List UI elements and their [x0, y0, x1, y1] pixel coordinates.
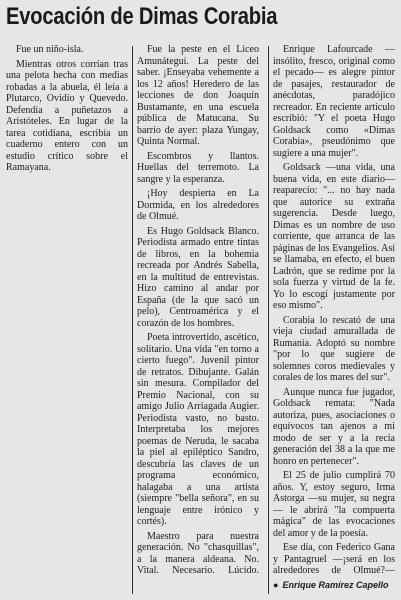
article-paragraph: Goldsack —una vida, una buena vida, en este diario— reaparecío: "... no hay nada que autorice su extraña sugerencia. Desde luego, Dimas es un nombre de uso corriente, que arranca de las páginas de los Evangelios. Así se llamaba, en efecto, el buen Ladrón, que se redime por la sola fuerza y virtud de la fe. Yo lo escogí justamente por eso mismo". — [273, 162, 395, 311]
article-paragraph: ¡Hoy despierta en La Dormida, en los alrededores de Olmué. — [137, 188, 259, 222]
article-paragraph: Ese día, con Federico Gana y Pantagruel —¡será en los alrededores de Olmué?— — [273, 542, 395, 574]
article-paragraph: Corabia lo rescató de una vieja ciudad amurallada de Rumania. Adoptó su nombre "por lo que sugiere de solemnes coros medievales y corales de los mares del sur". — [273, 314, 395, 383]
column-divider — [132, 46, 133, 594]
article-paragraph: Mientras otros corrían tras una pelota hecha con medias robadas a la abuela, él leía a Plutarco, Ovidio y Quevedo. Defendía a puñetazos a Aristóteles. En lugar de la tarea cotidiana, escribía un cuaderno entero con un estudio crítico sobre el Ramayana. — [6, 58, 128, 173]
bullet-icon: ● — [273, 580, 279, 590]
author-name: Enrique Ramírez Capello — [282, 580, 389, 590]
article-paragraph: Poeta introvertido, ascético, solitario. Una vida "en torno a cierto fuego". Juvenil pintor de retratos. Dibujante. Galán sin mesura. Compilador del Premio Nacional, con su amigo Julio Arriagada Augier. Periodista vasto, no basto. Interpretaba los mejores poemas de Neruda, le sacaba la piel al epiléptico Sandro, descubría las claves de un programa económico, halagaba a una artista (siempre "bella señora", en su lenguaje entre irónico y cortés). — [137, 332, 259, 527]
article-column-2 — [137, 44, 259, 574]
article-title: Evocación de Dimas Corabia — [6, 3, 278, 30]
article-column-1 — [6, 44, 128, 574]
article-paragraph: Aunque nunca fue jugador, Goldsack remata: "Nada autoriza, pues, asociaciones o equívocos tan ajenos a mi modo de ser y a la recia generación del 38 a la que me honro en pertenecer". — [273, 386, 395, 467]
column-divider — [268, 46, 269, 594]
article-paragraph: Enrique Lafourcade —insólito, fresco, original como el pecado— es alegre pintor de pasajes, restaurador de anécdotas, paradójico recreador. En reciente artículo escribió: "Y el poeta Hugo Goldsack como «Dimas Corabia», pseudónimo que sugiere a una mujer". — [273, 44, 395, 159]
author-byline — [273, 579, 399, 591]
article-paragraph: Es Hugo Goldsack Blanco. Periodista armado entre tintas de libros, en la bohemia recreada por Andrés Sabella, en la multitud de entrevistas. Hizo camino al andar por España (de la que sacó un pelo), Centroamérica y el corazón de los hombres. — [137, 225, 259, 329]
article-paragraph: Escombros y llantos. Huellas del terremoto. La sangre y la esperanza. — [137, 150, 259, 185]
article-paragraph: Fue la peste en el Liceo Amunátegui. La peste del saber. ¡Enseyaba vehemente a los 12 años! Heredero de las lecciones de don Joaquín Bustamante, en una escuela pública de Matucana. Su barrio de ayer: plaza Yungay, Quinta Normal. — [137, 44, 259, 147]
article-paragraph: Maestro para nuestra generación. No "chasquillas", a la manera aldeana. No. Vital. Necesario. Lúcido. — [137, 530, 259, 574]
article-paragraph: El 25 de julio cumplirá 70 años. Y, estoy seguro, Irma Astorga —su mujer, su negra— le abrirá "la compuerta mágica" de las evocaciones del amor y de la poesía. — [273, 470, 395, 539]
article-column-3 — [273, 44, 395, 574]
article-paragraph: Fue un niño-isla. — [16, 44, 84, 55]
